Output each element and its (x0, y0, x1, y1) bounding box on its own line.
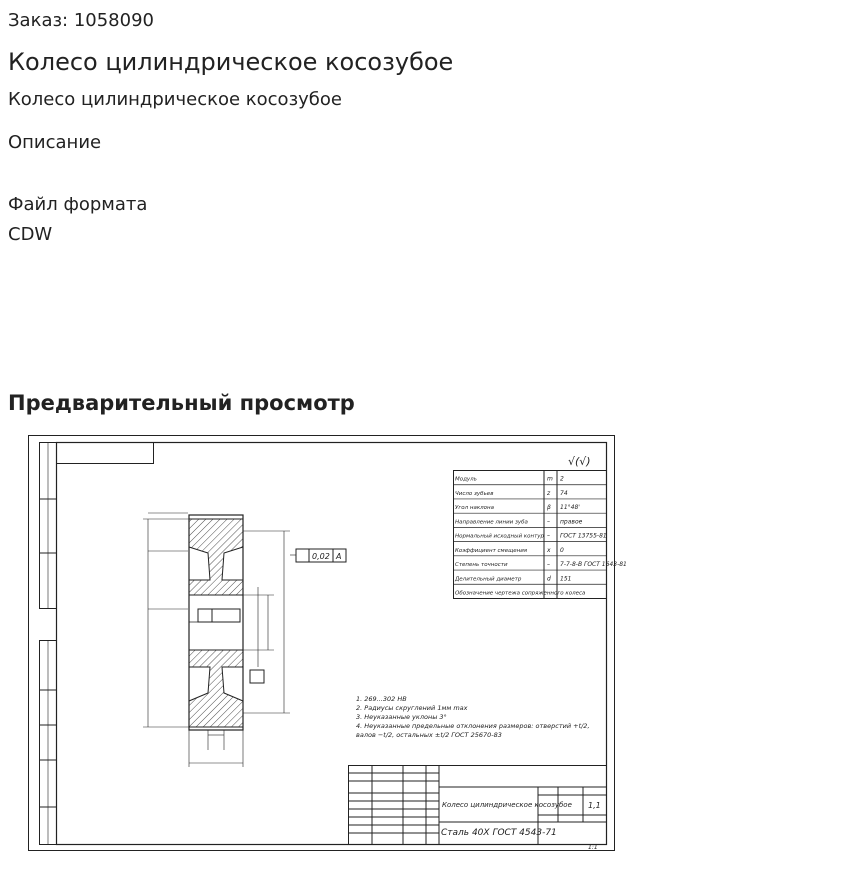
description-label: Описание (8, 132, 102, 153)
param-symbol: d (547, 575, 551, 583)
file-format-value: CDW (8, 224, 53, 245)
note-line: 4. Неуказанные предельные отклонения размеров: отверстий +t/2, (356, 722, 590, 730)
param-value: 74 (560, 489, 568, 497)
order-number: Заказ: 1058090 (8, 10, 154, 31)
product-subtitle: Колесо цилиндрическое косозубое (8, 89, 342, 110)
note-line: валов −t/2, остальных ±t/2 ГОСТ 25670-83 (356, 731, 502, 739)
param-value: 0 (560, 546, 564, 554)
title-block-scale: 1:1 (588, 844, 598, 851)
drawing-preview (28, 435, 627, 851)
title-block-material: Сталь 40Х ГОСТ 4543-71 (441, 828, 557, 838)
param-symbol: β (547, 504, 551, 512)
technical-notes (356, 695, 590, 739)
note-line: 2. Радиусы скруглений 1мм max (356, 704, 468, 712)
param-value: 11°48' (560, 504, 580, 512)
param-name: Коэффициент смещения (455, 547, 528, 554)
file-format-label: Файл формата (8, 194, 148, 215)
param-symbol: z (547, 489, 551, 497)
param-symbol: – (547, 561, 550, 569)
param-value: ГОСТ 13755-81 (560, 532, 607, 540)
param-name: Степень точности (455, 562, 508, 569)
note-line: 1. 269...302 НВ (356, 695, 407, 703)
param-value: правое (560, 518, 583, 526)
svg-text:А: А (336, 552, 342, 561)
param-value: 151 (560, 575, 572, 583)
runout-tolerance-frame (290, 549, 346, 562)
param-value: 7-7-8-В ГОСТ 1643-81 (560, 561, 627, 569)
param-name: Угол наклона (455, 505, 495, 512)
param-name: Модуль (455, 476, 477, 483)
param-name: Нормальный исходный контур (455, 533, 545, 540)
sheet-outer-border (29, 436, 615, 851)
param-name: Обозначение чертежа сопряженного колеса (455, 590, 586, 597)
param-name: Направление линии зуба (455, 519, 528, 526)
note-line: 3. Неуказанные уклоны 3° (356, 713, 447, 721)
gear-section-view (143, 513, 346, 767)
param-symbol: x (547, 546, 551, 554)
param-name: Число зубьев (455, 490, 494, 497)
param-symbol: – (547, 518, 550, 526)
param-value: 2 (560, 475, 564, 483)
param-symbol: – (547, 532, 550, 540)
roughness-mark: √(√) (568, 455, 591, 468)
sheet-inner-frame (57, 443, 607, 845)
param-symbol: m (547, 475, 553, 483)
top-left-box (57, 443, 154, 464)
svg-text:0,02: 0,02 (312, 552, 330, 561)
preview-heading: Предварительный просмотр (8, 391, 355, 415)
title-block-part-name: Колесо цилиндрическое косозубое (442, 801, 572, 809)
param-name: Делительный диаметр (455, 576, 522, 583)
title-block-mass: 1,1 (588, 801, 601, 810)
page-title: Колесо цилиндрическое косозубое (8, 48, 454, 76)
